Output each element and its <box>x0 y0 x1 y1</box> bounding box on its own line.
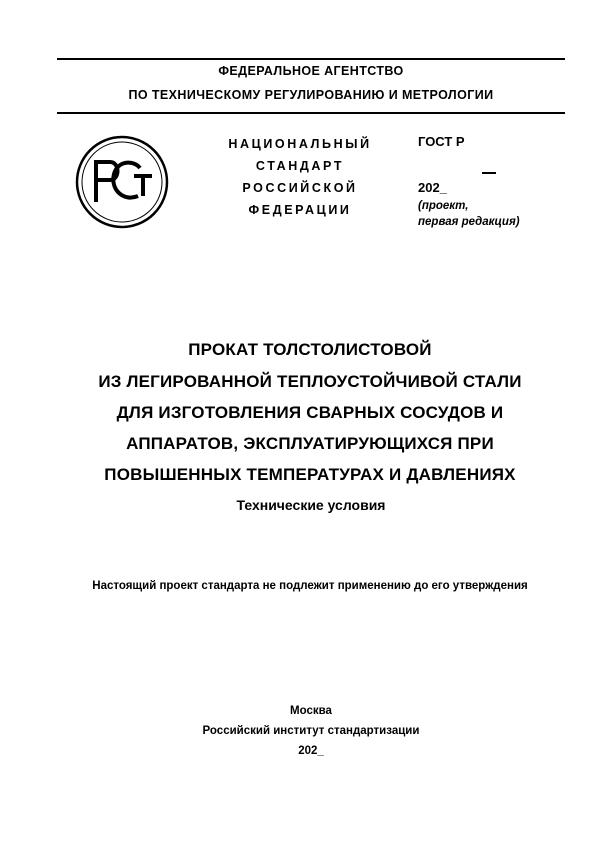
agency-line-2: ПО ТЕХНИЧЕСКОМУ РЕГУЛИРОВАНИЮ И МЕТРОЛОГИИ <box>128 88 494 102</box>
bottom-rule <box>57 112 565 114</box>
gost-r-certification-logo-icon <box>74 134 170 230</box>
document-subtitle: Технические условия <box>236 497 386 513</box>
footer-city: Москва <box>290 705 332 717</box>
standard-line-3: РОССИЙСКОЙ <box>242 181 358 195</box>
document-title-line-5: ПОВЫШЕННЫХ ТЕМПЕРАТУРАХ И ДАВЛЕНИЯХ <box>104 465 516 484</box>
standard-line-2: СТАНДАРТ <box>255 159 345 173</box>
document-title-line-4: АППАРАТОВ, ЭКСПЛУАТИРУЮЩИХСЯ ПРИ <box>126 434 494 453</box>
draft-note-line-1: (проект, <box>418 200 469 212</box>
standard-line-1: НАЦИОНАЛЬНЫЙ <box>228 137 372 151</box>
standard-line-4: ФЕДЕРАЦИИ <box>248 203 352 217</box>
gost-number-dash <box>482 172 496 174</box>
document-title-line-2: ИЗ ЛЕГИРОВАННОЙ ТЕПЛОУСТОЙЧИВОЙ СТАЛИ <box>98 372 522 391</box>
agency-line-1: ФЕДЕРАЛЬНОЕ АГЕНТСТВО <box>218 64 404 78</box>
top-rule <box>57 58 565 60</box>
logo-text: РСТ <box>122 226 124 227</box>
gost-label: ГОСТ Р <box>418 134 465 149</box>
gost-year: 202_ <box>418 180 447 195</box>
footer-publisher: Российский институт стандартизации <box>202 725 420 737</box>
draft-note-line-2: первая редакция) <box>418 216 520 228</box>
footer-year: 202_ <box>298 745 324 757</box>
draft-disclaimer: Настоящий проект стандарта не подлежит применению до его утверждения <box>92 580 528 592</box>
document-title-line-1: ПРОКАТ ТОЛСТОЛИСТОВОЙ <box>188 340 432 359</box>
document-title-line-3: ДЛЯ ИЗГОТОВЛЕНИЯ СВАРНЫХ СОСУДОВ И <box>116 403 504 422</box>
